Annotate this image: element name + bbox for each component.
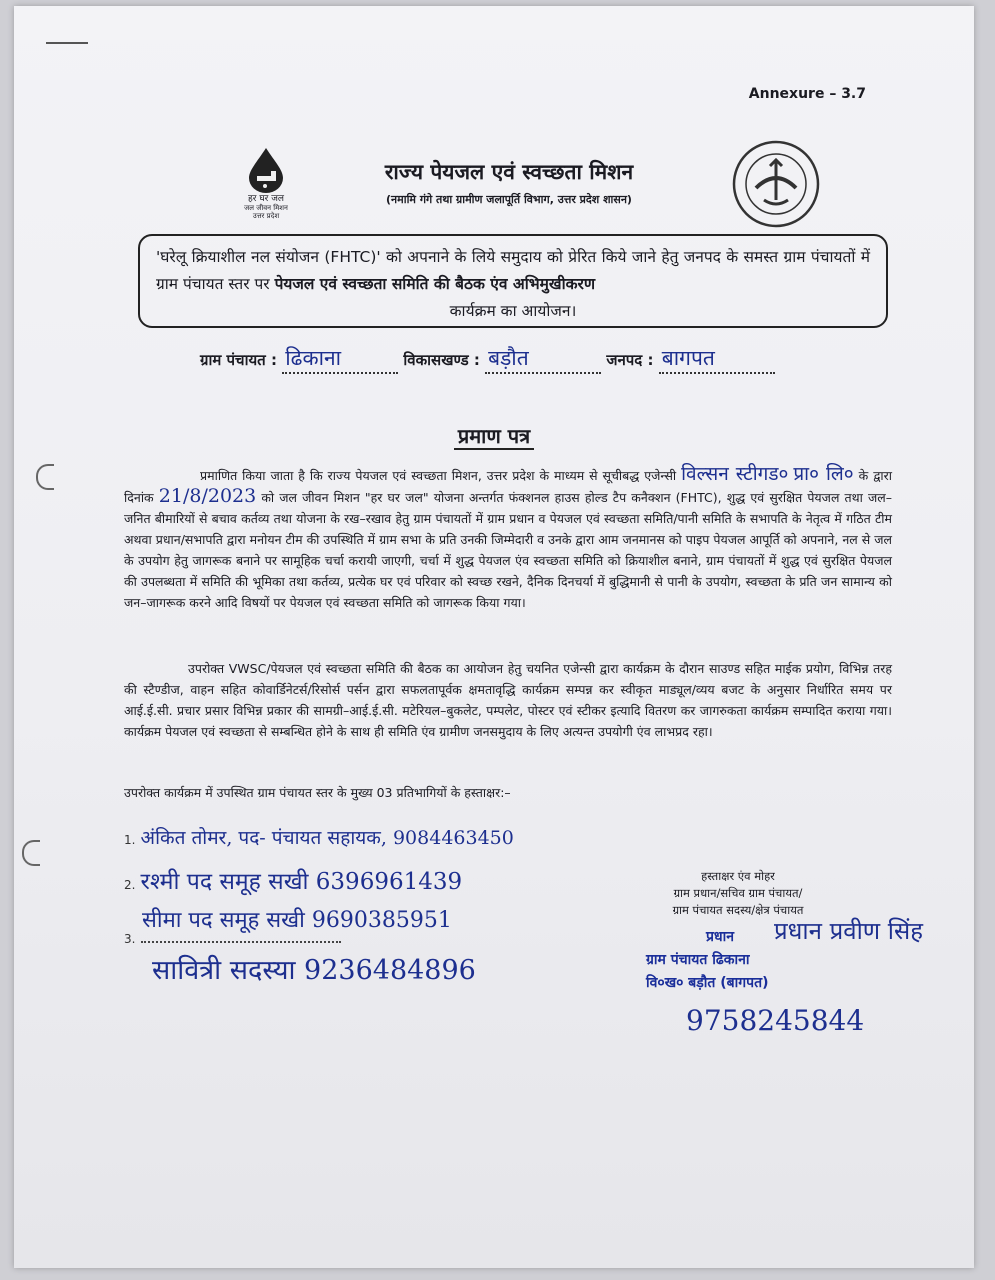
- paragraph-1: [124, 464, 892, 613]
- logo-caption: जल जीवन मिशन: [244, 204, 288, 212]
- seal-line: हस्ताक्षर एंव मोहर: [701, 869, 775, 883]
- signature-number: 3.: [124, 932, 136, 946]
- stamp-line: प्रधान: [706, 929, 734, 945]
- para1-rest: को जल जीवन मिशन "हर घर जल" योजना अन्तर्गत फंक्शनल हाउस होल्ड टैप कनैक्शन (FHTC), शुद्ध एवं सुरक्षित पेयजल तथा जल–जनित बीमारियों से बचाव कर्तव्य तथा योजना के रख–रखाव हेतु ग्राम पंचायतों में ग्राम प्रधान व पेयजल एवं स्वच्छता समिति/पानी समिति के सभापति के नेतृत्व में गठित टीम अथवा प्रधान/सभापति द्वारा मनोयन टीम की उपस्थिति में ग्राम सभा के प्रति उनकी जिम्मेदारी व उनके द्वारा आम जनमानस को पाइप पेयजल आपूर्ति को अपनाने, नल से जल के उपयोग हेतु जागरूक बनाने पर सामूहिक चर्चा करायी जाएगी, चर्चा में शुद्ध पेयजल एंव स्वच्छता समिति को क्रियाशील बनाने, ग्राम पंचायतों में शुद्ध एवं सुरक्षित पेयजल की उपलब्धता में समिति की भूमिका तथा कर्तव्य, प्रत्येक घर एवं परिवार को स्वच्छ रखने, दैनिक दिनचर्या में बुद्धिमानी से पानी के उपयोग, स्वच्छता के प्रति जन सामान्य को जन–जागरूक करने आदि विषयों पर पेयजल एवं स्वच्छता समिति को जागरूक किया गया।: [124, 490, 892, 610]
- signature-handwritten: सावित्री सदस्या 9236484896: [152, 955, 476, 986]
- annexure-label: Annexure – 3.7: [748, 86, 866, 102]
- binding-hole: [22, 840, 40, 866]
- vikaskhand-value: बड़ौत: [485, 344, 601, 374]
- pradhan-stamp: [646, 926, 769, 995]
- mission-title: राज्य पेयजल एवं स्वच्छता मिशन: [384, 160, 634, 184]
- subject-box: [138, 234, 888, 328]
- mission-subtitle: (नमामि गंगे तथा ग्रामीण जलापूर्ति विभाग, उत्तर प्रदेश शासन): [386, 193, 632, 206]
- pradhan-signature-handwritten: प्रधान प्रवीण सिंह: [774, 917, 923, 945]
- signature-row-1: [124, 824, 514, 850]
- location-fields: [200, 344, 775, 374]
- signature-dotted-line: [141, 941, 341, 943]
- water-drop-icon: [245, 146, 287, 194]
- stamp-line: वि०ख० बड़ौत (बागपत): [646, 975, 769, 991]
- logo-caption: हर घर जल: [248, 194, 284, 204]
- vikaskhand-label: विकासखण्ड :: [403, 351, 480, 369]
- agency-name-handwritten: विल्सन स्टीगड०: [681, 463, 789, 485]
- document-page: [14, 6, 974, 1268]
- gram-panchayat-label: ग्राम पंचायत :: [200, 351, 277, 369]
- paragraph-3: उपरोक्त कार्यक्रम में उपस्थित ग्राम पंचायत स्तर के मुख्य 03 प्रतिभागियों के हस्ताक्षर:–: [124, 785, 511, 800]
- signature-handwritten: रश्मी पद समूह सखी 6396961439: [140, 869, 463, 895]
- signature-number: 1.: [124, 833, 136, 847]
- agency-suffix-handwritten: प्रा० लि०: [793, 463, 854, 485]
- subject-bold: पेयजल एवं स्वच्छता समिति की बैठक एंव अभिमुखीकरण: [274, 275, 596, 293]
- seal-line: ग्राम पंचायत सदस्य/क्षेत्र पंचायत: [672, 903, 804, 917]
- janpad-label: जनपद :: [606, 351, 654, 369]
- stamp-line: ग्राम पंचायत ढिकाना: [646, 952, 750, 968]
- signature-row-3-dots: [124, 928, 341, 947]
- janpad-value: बागपत: [659, 344, 775, 374]
- seal-instructions: [618, 868, 858, 919]
- jal-jeevan-mission-logo: [226, 146, 306, 226]
- subject-text: 'घरेलू क्रियाशील नल संयोजन (FHTC)' को अपनाने के लिये समुदाय को प्रेरित किये जाने हेतु जनपद के समस्त ग्राम पंचायतों में ग्राम पंचायत स्तर पर: [156, 248, 870, 293]
- para1-lead: प्रमाणित किया जाता है कि राज्य पेयजल एवं स्वच्छता मिशन, उत्तर प्रदेश के माध्यम से सूचीबद्ध एजेन्सी: [200, 468, 677, 483]
- state-emblem-icon: [730, 138, 822, 230]
- logo-caption: उत्तर प्रदेश: [252, 212, 280, 220]
- gram-panchayat-value: ढिकाना: [282, 344, 398, 374]
- binding-hole: [36, 464, 54, 490]
- para1-after-agency: के द्वारा दिनांक: [124, 468, 892, 505]
- signature-number: 2.: [124, 878, 136, 892]
- phone-handwritten: 9758245844: [686, 1004, 865, 1037]
- date-handwritten: 21/8/2023: [158, 485, 257, 507]
- subject-text-end: कार्यक्रम का आयोजन।: [449, 302, 577, 320]
- seal-line: ग्राम प्रधान/सचिव ग्राम पंचायत/: [673, 886, 803, 900]
- corner-mark: [46, 42, 88, 44]
- signature-row-3: [152, 950, 476, 987]
- signature-handwritten: अंकित तोमर, पद- पंचायत सहायक, 9084463450: [140, 827, 514, 849]
- paragraph-2: उपरोक्त VWSC/पेयजल एवं स्वच्छता समिति की बैठक का आयोजन हेतु चयनित एजेन्सी द्वारा कार्यक्रम के दौरान साउण्ड सहित माईक प्रयोग, विभिन्न तरह की स्टैण्डीज, वाहन सहित कोवार्डिनेटर्स/रिसोर्स पर्सन द्वारा सफलतापूर्वक क्षमतावृद्धि कार्यक्रम सम्पन्न कर स्वीकृत माड्यूल/व्यय बजट के अनुसार निर्धारित समय पर आई.ई.सी. प्रचार प्रसार विभिन्न प्रकार की सामग्री–आई.ई.सी. मटेरियल–बुकलेट, पम्पलेट, पोस्टर एवं स्टीकर इत्यादि वितरण कर जागरुकता कार्यक्रम सम्पादित कराया गया। कार्यक्रम पेयजल एवं स्वच्छता से सम्बन्धित होने के साथ ही समिति एंव ग्रामीण जनसमुदाय के लिए अत्यन्त उपयोगी एंव लाभप्रद रहा।: [124, 661, 892, 739]
- signature-handwritten: सीमा पद समूह सखी 9690385951: [142, 908, 452, 933]
- signature-row-2: [124, 864, 462, 896]
- certificate-title: प्रमाण पत्र: [14, 422, 974, 449]
